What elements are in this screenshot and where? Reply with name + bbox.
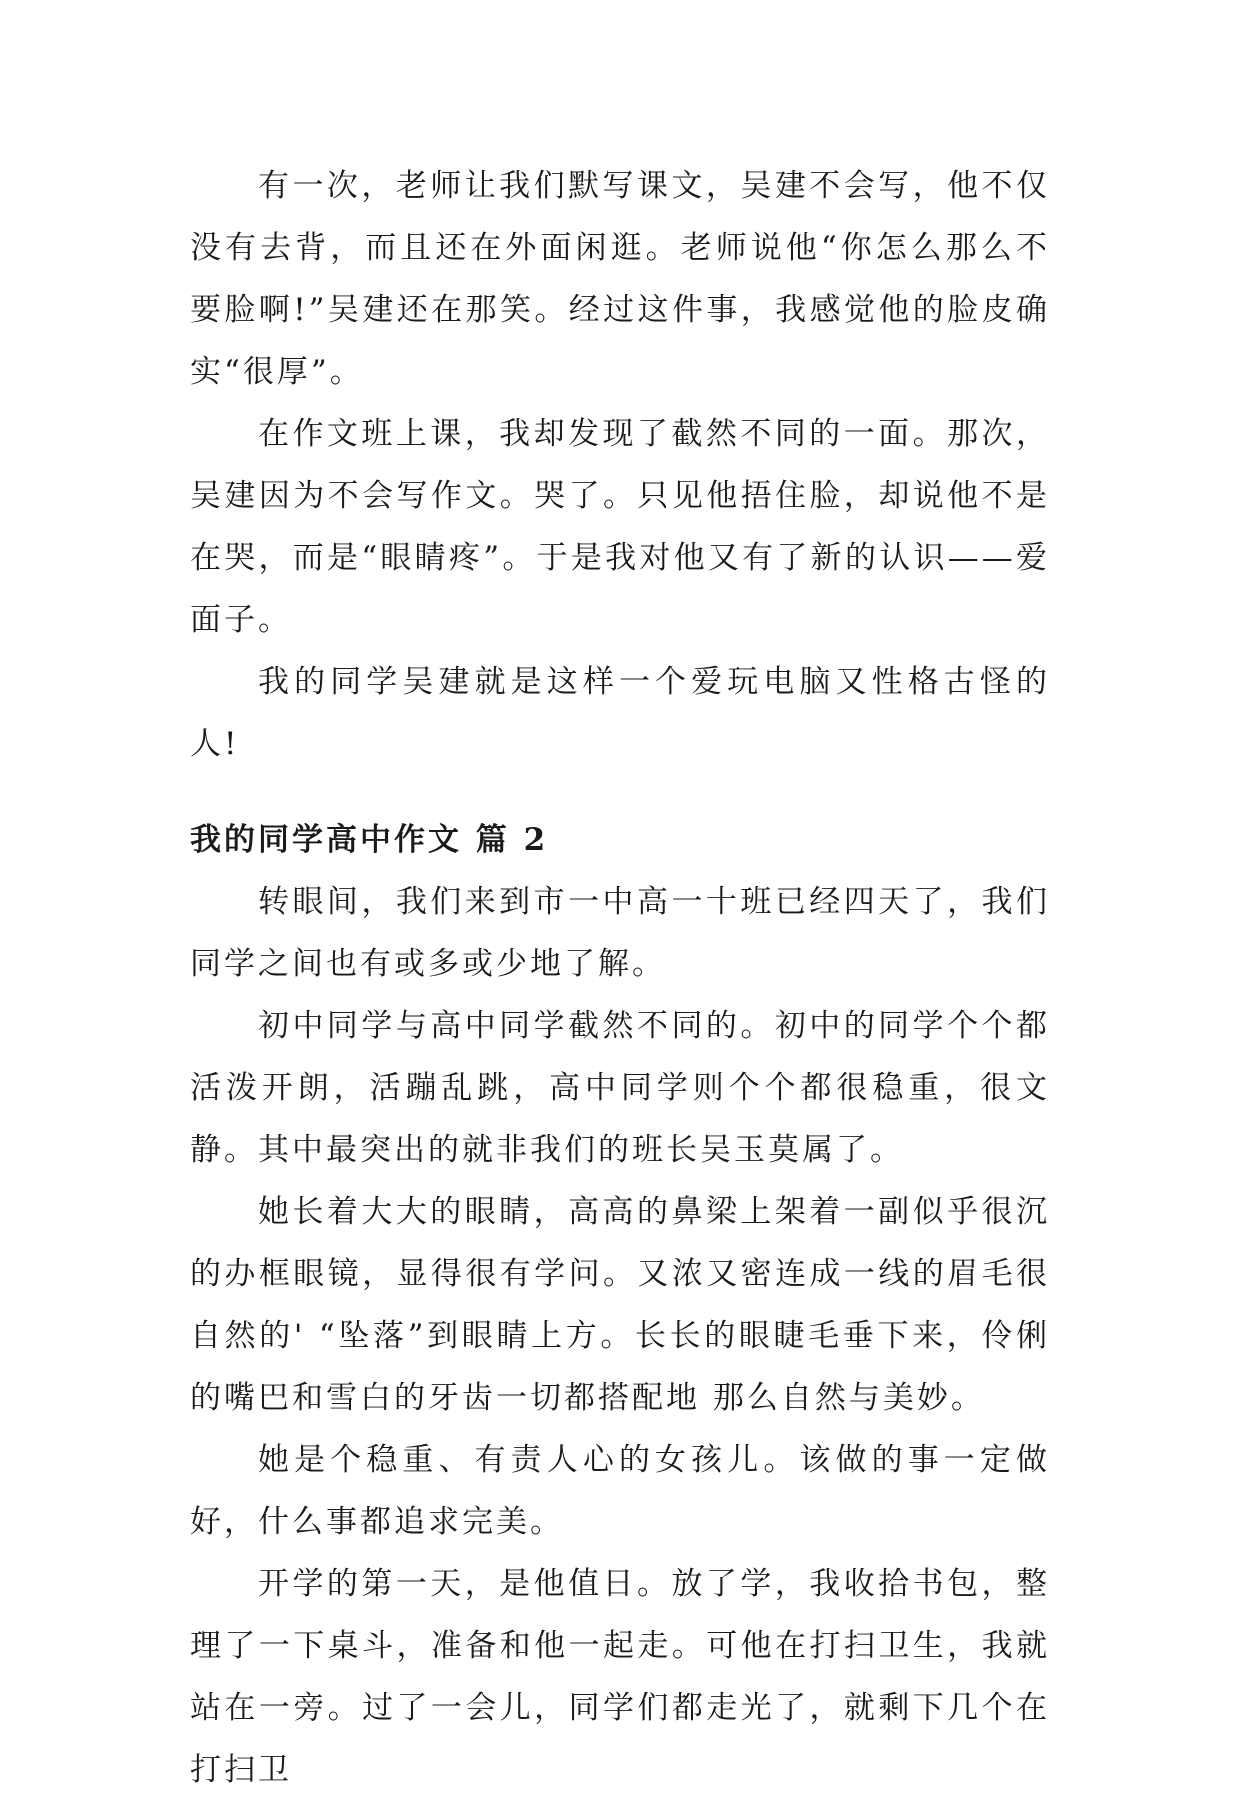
paragraph-appearance: 她长着大大的眼睛，高高的鼻梁上架着一副似乎很沉的办框眼镜，显得很有学问。又浓又密连成一线的眉毛很自然的' “坠落”到眼睛上方。长长的眼睫毛垂下来，伶俐的嘴巴和雪白的牙齿一切都搭配地 那么自然与美妙。 (190, 1194, 1050, 1416)
paragraph-dictation-story: 有一次，老师让我们默写课文，吴建不会写，他不仅没有去背，而且还在外面闲逛。老师说他“你怎么那么不要脸啊!”吴建还在那笑。经过这件事，我感觉他的脸皮确实“很厚”。 (190, 168, 1050, 390)
paragraph-conclusion: 我的同学吴建就是这样一个爱玩电脑又性格古怪的人! (190, 664, 1050, 762)
paragraph-intro: 转眼间，我们来到市一中高一十班已经四天了，我们同学之间也有或多或少地了解。 (190, 884, 1050, 982)
paragraph-composition-class: 在作文班上课，我却发现了截然不同的一面。那次，吴建因为不会写作文。哭了。只见他捂住脸，却说他不是在哭，而是“眼睛疼”。于是我对他又有了新的认识——爱面子。 (190, 416, 1050, 638)
document-body (190, 155, 1050, 1801)
paragraph-comparison: 初中同学与高中同学截然不同的。初中的同学个个都活泼开朗，活蹦乱跳，高中同学则个个都很稳重，很文静。其中最突出的就非我们的班长吴玉莫属了。 (190, 1008, 1050, 1168)
section-title: 我的同学高中作文 篇 2 (190, 822, 549, 858)
paragraph-character: 她是个稳重、有责人心的女孩儿。该做的事一定做好，什么事都追求完美。 (190, 1442, 1050, 1540)
paragraph-first-day: 开学的第一天，是他值日。放了学，我收拾书包，整理了一下桌斗，准备和他一起走。可他在打扫卫生，我就站在一旁。过了一会儿，同学们都走光了，就剩下几个在打扫卫 (190, 1566, 1050, 1788)
